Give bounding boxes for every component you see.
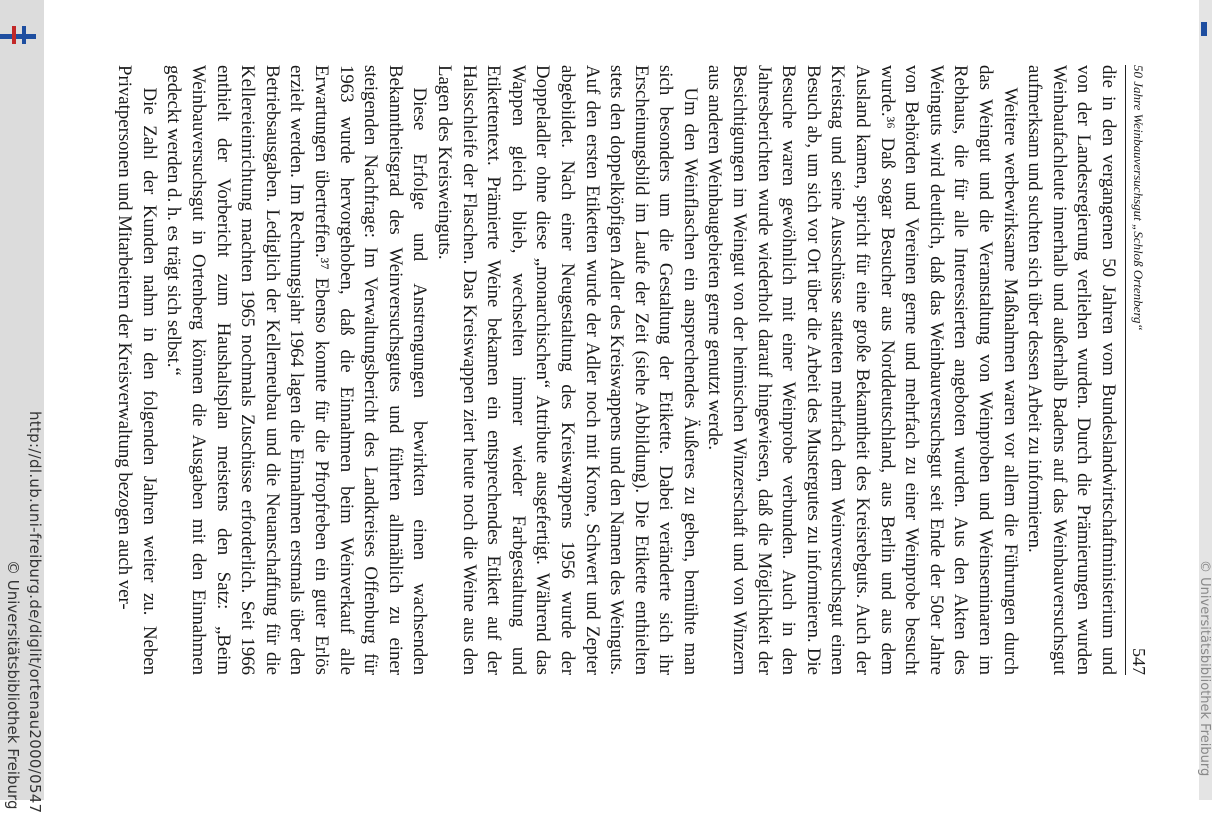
running-title: 50 Jahre Weinbauversuchsgut „Schloß Ortenberg“ xyxy=(1131,65,1146,331)
paragraph: Die Zahl der Kunden nahm in den folgenden Jahren weiter zu. Neben Privatpersonen und Mitarbeitern der Kreisverwaltung bezogen auch ver- xyxy=(114,65,160,675)
watermark-right-edge: © Universitätsbibliothek Freiburg xyxy=(1197,560,1212,777)
running-head xyxy=(1125,65,1160,675)
paragraph: Diese Erfolge und Anstrengungen bewirkten einen wachsenden Bekanntheitsgrad des Weinversuchsgutes und führten allmählich zu einer steigenden Nachfrage: Im Verwaltungsbericht des Landkreises Offenburg für 1963 wurde hervorgehoben, daß die Einnahmen beim Weinverkauf alle Erwartungen übertreffen.³⁷ Ebenso konnte für die Pfropfreben ein guter Erlös erzielt werden. Im Rechnungsjahr 1964 lagen die Einnahmen erstmals über den Betriebsausgaben. Lediglich der Kellerneubau und die Neuanschaffung für die Kellereieinrichtung machten 1965 nochmals Zuschüsse erforderlich. Seit 1966 enthielt der Vorbericht zum Haushaltsplan meistens den Satz: „Beim Weinbauversuchsgut in Ortenberg können die Ausgaben mit den Einnahmen gedeckt werden d. h. es trägt sich selbst.“ xyxy=(163,65,431,675)
page-number: 547 xyxy=(1129,648,1149,675)
page-marker-icon xyxy=(1201,22,1207,36)
scanned-page xyxy=(114,65,1160,675)
paragraph: die in den vergangenen 50 Jahren vom Bundeslandwirtschaftministerium und von der Landesregierung verliehen wurden. Durch die Prämierungen wurden Weinbaufachleute innerhalb und außerhalb Badens auf das Weinbauversuchsgut aufmerksam und suchten sich über dessen Arbeit zu informieren. xyxy=(1024,65,1119,675)
watermark-url: http://dl.ub.uni-freiburg.de/diglit/ortenau2000/0547 xyxy=(26,411,44,813)
paragraph: Um den Weinflaschen ein ansprechendes Äußeres zu geben, bemühte man sich besonders um die Gestaltung der Etikette. Dabei veränderte sich ihr Erscheinungsbild im Laufe der Zeit (siehe Abbildung). Die Etikette enthielten stets den doppelköpfigen Adler des Kreiswappens und den Namen des Weinguts. Auf den ersten Etiketten wurde der Adler noch mit Krone, Schwert und Zepter abgebildet. Nach einer Neugestaltung des Kreiswappens 1956 wurde der Doppeladler ohne diese „monarchischen“ Attribute ausgefertigt. Während das Wappen gleich blieb, wechselten immer wieder Farbgestaltung und Etikettentext. Prämierte Weine bekamen ein entsprechendes Etikett auf der Halsschleife der Flaschen. Das Kreiswappen ziert heute noch die Weine aus den Lagen des Kreisweinguts. xyxy=(433,65,701,675)
library-logo-icon xyxy=(0,30,36,44)
watermark-copyright: © Universitätsbibliothek Freiburg xyxy=(4,560,22,810)
body-text xyxy=(112,65,1120,675)
paragraph: Weitere werbewirksame Maßnahmen waren vor allem die Führungen durch das Weingut und die Veranstaltung von Weinproben und Weinseminaren im Rebhaus, die für alle Interessierten angeboten wurden. Aus den Akten des Weinguts wird deutlich, daß das Weinbauversuchsgut seit Ende der 50er Jahre von Behörden und Vereinen gerne und mehrfach zu einer Weinprobe besucht wurde.³⁶ Daß sogar Besucher aus Norddeutschland, aus Berlin und aus dem Ausland kamen, spricht für eine große Bekanntheit des Kreisrebguts. Auch der Kreistag und seine Ausschüsse statteten mehrfach dem Weinversuchsgut einen Besuch ab, um sich vor Ort über die Arbeit des Mustergutes zu informieren. Die Besuche waren gewöhnlich mit einer Weinprobe verbunden. Auch in den Jahresberichten wurde wiederholt darauf hingewiesen, daß die Möglichkeit der Besichtigungen im Weingut von der heimischen Winzerschaft und von Winzern aus anderen Weinbaugebieten gerne genutzt werde. xyxy=(704,65,1021,675)
